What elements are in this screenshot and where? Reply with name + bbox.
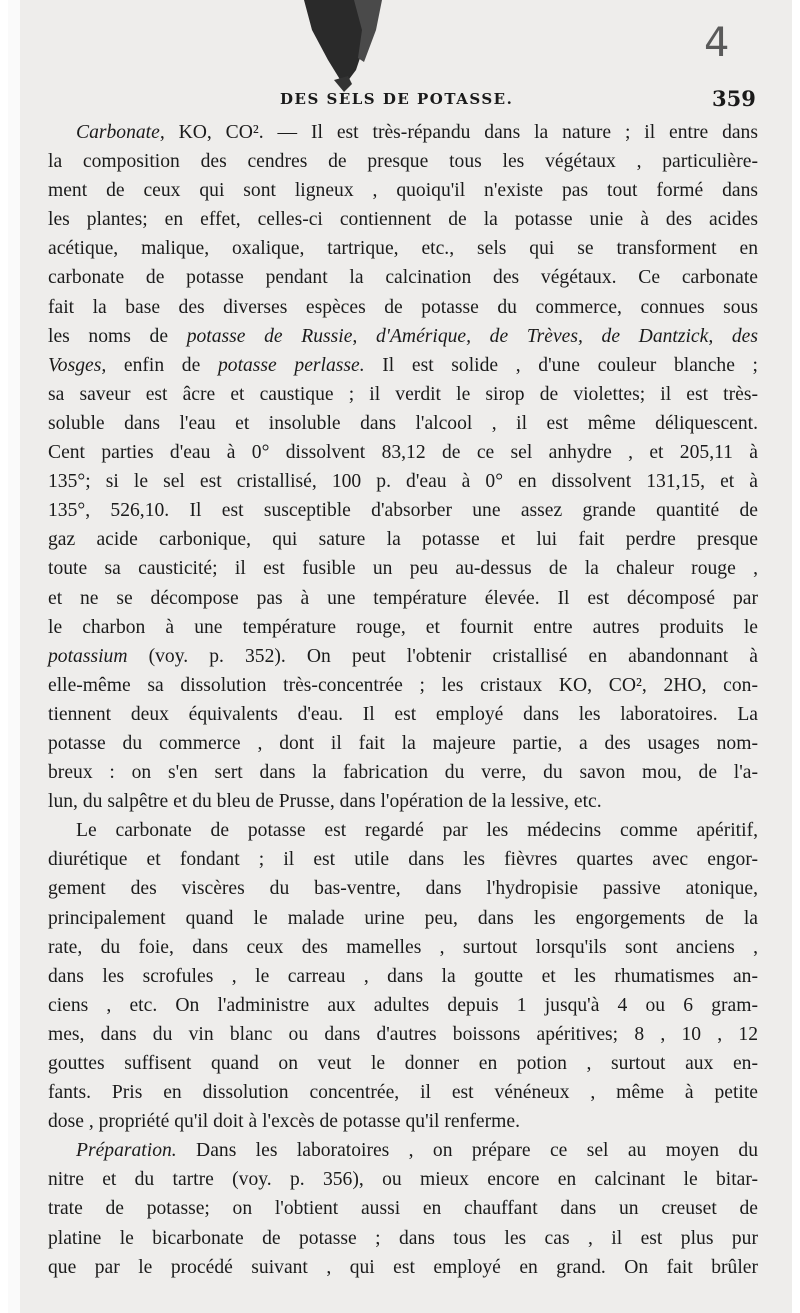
text-line: dose , propriété qu'il doit à l'excès de potasse qu'il renferme. [48,1111,520,1133]
text-line: la composition des cendres de presque tous les végétaux , particulière- [48,151,758,173]
text-line: le charbon à une température rouge, et fournit entre autres produits le [48,616,758,638]
text-line: 135°, 526,10. Il est susceptible d'absorber une assez grande quantité de [48,500,758,522]
text-line: elle-même sa dissolution très-concentrée ; les cristaux KO, CO², 2HO, con- [48,674,758,696]
text-line: potassium (voy. p. 352). On peut l'obtenir cristallisé en abandonnant à [48,645,758,667]
text-line: gement des viscères du bas-ventre, dans l'hydropisie passive atonique, [48,878,758,900]
binding-smudge-mark [304,0,404,96]
paragraph-medical-uses [48,816,758,1136]
corner-pencil-number: 4 [704,20,730,66]
text-line: trate de potasse; on l'obtient aussi en chauffant dans un creuset de [48,1198,758,1220]
text-line: rate, du foie, dans ceux des mamelles , surtout lorsqu'ils sont anciens , [48,936,758,958]
text-line: Préparation. Dans les laboratoires , on prépare ce sel au moyen du [76,1140,758,1162]
text-line: les noms de potasse de Russie, d'Amérique, de Trèves, de Dantzick, des [48,325,758,347]
paragraph-carbonate [48,118,758,816]
text-line: que par le procédé suivant , qui est employé en grand. On fait brûler [48,1256,758,1278]
text-line: lun, du salpêtre et du bleu de Prusse, dans l'opération de la lessive, etc. [48,791,602,813]
running-header [0,86,792,116]
text-line: platine le bicarbonate de potasse ; dans tous les cas , il est plus pur [48,1227,758,1249]
text-line: carbonate de potasse pendant la calcination des végétaux. Ce carbonate [48,267,758,289]
text-line: toute sa causticité; il est fusible un peu au-dessus de la chaleur rouge , [48,558,758,580]
text-line: Vosges, enfin de potasse perlasse. Il est solide , d'une couleur blanche ; [48,354,758,376]
body-text [48,118,758,1282]
text-line: gaz acide carbonique, qui sature la potasse et lui fait perdre presque [48,529,758,551]
text-line: fait la base des diverses espèces de potasse du commerce, connues sous [48,296,758,318]
text-line: ciens , etc. On l'administre aux adultes depuis 1 jusqu'à 4 ou 6 gram- [48,994,758,1016]
text-line: Carbonate, KO, CO². — Il est très-répandu dans la nature ; il entre dans [76,122,758,143]
running-title: DES SELS DE POTASSE. [280,90,514,108]
text-line: ment de ceux qui sont ligneux , quoiqu'il n'existe pas tout formé dans [48,180,758,202]
text-line: potasse du commerce , dont il fait la majeure partie, a des usages nom- [48,732,758,754]
text-line: soluble dans l'eau et insoluble dans l'alcool , il est même déliquescent. [48,412,758,434]
page-edge [8,0,20,1313]
text-line: mes, dans du vin blanc ou dans d'autres boissons apéritives; 8 , 10 , 12 [48,1023,758,1045]
text-line: sa saveur est âcre et caustique ; il verdit le sirop de violettes; il est très- [48,383,758,405]
text-line: nitre et du tartre (voy. p. 356), ou mieux encore en calcinant le bitar- [48,1169,758,1191]
text-line: Le carbonate de potasse est regardé par les médecins comme apéritif, [76,820,758,842]
page-number: 359 [712,86,756,111]
text-line: diurétique et fondant ; il est utile dans les fièvres quartes avec engor- [48,849,758,871]
text-line: acétique, malique, oxalique, tartrique, etc., sels qui se transforment en [48,238,758,260]
text-line: les plantes; en effet, celles-ci contiennent de la potasse unie à des acides [48,209,758,231]
text-line: dans les scrofules , le carreau , dans la goutte et les rhumatismes an- [48,965,758,987]
text-line: tiennent deux équivalents d'eau. Il est employé dans les laboratoires. La [48,703,758,725]
text-line: fants. Pris en dissolution concentrée, il est vénéneux , même à petite [48,1082,758,1104]
text-line: gouttes suffisent quand on veut le donner en potion , surtout aux en- [48,1053,758,1074]
text-line: et ne se décompose pas à une température élevée. Il est décomposé par [48,587,758,609]
paragraph-preparation [48,1136,758,1281]
text-line: breux : on s'en sert dans la fabrication du verre, du savon mou, de l'a- [48,762,758,784]
text-line: Cent parties d'eau à 0° dissolvent 83,12 de ce sel anhydre , et 205,11 à [48,442,758,464]
text-line: principalement quand le malade urine peu, dans les engorgements de la [48,907,758,929]
text-line: 135°; si le sel est cristallisé, 100 p. d'eau à 0° en dissolvent 131,15, et à [48,471,758,493]
